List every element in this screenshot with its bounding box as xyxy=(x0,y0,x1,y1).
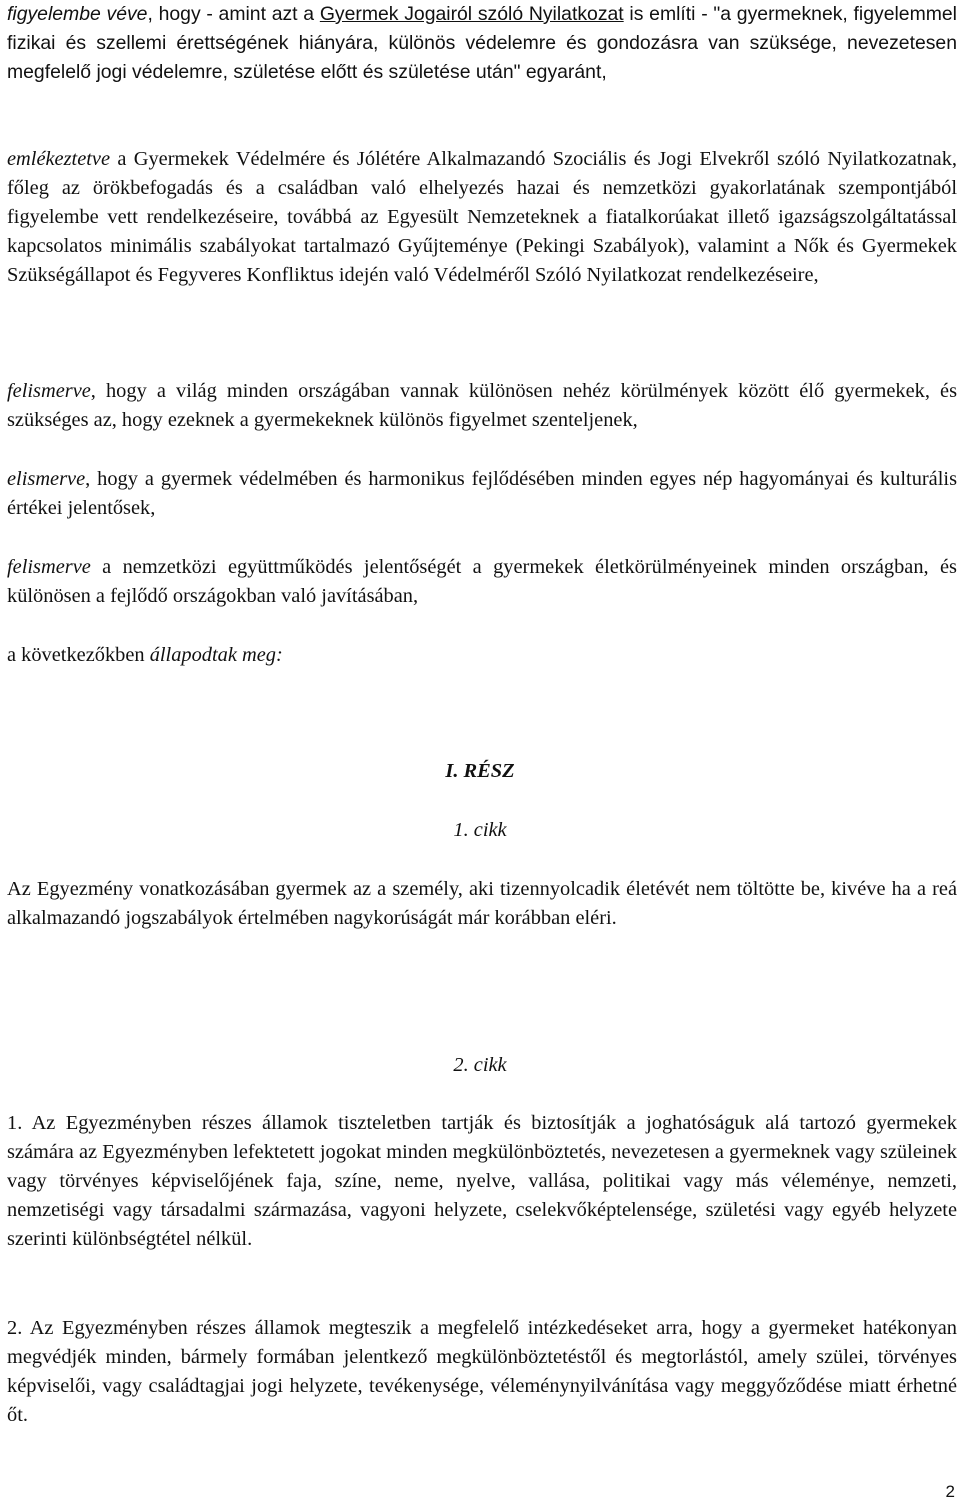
preamble-paragraph-3 xyxy=(7,377,957,435)
article-2-paragraph-2: 2. Az Egyezményben részes államok megteszik a megfelelő intézkedéseket arra, hogy a gyermeket hatékonyan megvédjék minden, bármely formában jelentkező megkülönböztetéstől és megtorlástól, amely szülei, törvényes képviselői, vagy családtagjai jogi helyzete, tevékenysége, véleménynyilvánítása vagy meggyőződése miatt érhetné őt. xyxy=(7,1317,957,1427)
preamble-text: a Gyermekek Védelmére és Jólétére Alkalmazandó Szociális és Jogi Elvekről szóló Nyilatkozatnak, főleg az örökbefogadás és a családban való elhelyezés hazai és nemzetközi gyakorlatának szempontjából figyelembe vett rendelkezéseire, továbbá az Egyesült Nemzeteknek a fiatalkorúakat illető igazságszolgáltatással kapcsolatos minimális szabályokat tartalmazó Gyűjteménye (Pekingi Szabályok), valamint a Nők és Gyermekek Szükségállapot és Fegyveres Konfliktus idején való Védelméről Szóló Nyilatkozat rendelkezéseire, xyxy=(7,148,957,287)
preamble-text: , hogy a világ minden országában vannak különösen nehéz körülmények között élő gyermekek, és szükséges az, hogy ezeknek a gyermekeknek különös figyelmet szenteljenek, xyxy=(7,380,957,432)
article-title: 2. cikk xyxy=(453,1054,507,1076)
part-title: I. RÉSZ xyxy=(445,760,515,782)
page-number: 2 xyxy=(945,1482,955,1501)
agreement-phrase: állapodtak meg: xyxy=(149,644,283,666)
preamble-lead-word: felismerve xyxy=(7,556,91,578)
preamble-lead-word: emlékeztetve xyxy=(7,148,111,170)
preamble-text: , hogy - amint azt a xyxy=(147,3,320,25)
preamble-paragraph-1 xyxy=(7,0,957,87)
article-2-paragraph-1: 1. Az Egyezményben részes államok tiszteletben tartják és biztosítják a joghatóságuk alá tartozó gyermekek számára az Egyezményben lefektetett jogokat minden megkülönböztetés, nevezetesen a gyermeknek vagy szüleinek vagy törvényes képviselőjének faja, színe, neme, nyelve, vallása, politikai vagy más véleménye, nemzeti, nemzetiségi vagy társadalmi származása, vagyoni helyzete, cselekvőképtelensége, születési vagy egyéb helyzete szerinti különbségtétel nélkül. xyxy=(7,1112,957,1251)
preamble-text: , hogy a gyermek védelmében és harmonikus fejlődésében minden egyes nép hagyományai és kulturális értékei jelentősek, xyxy=(7,468,957,520)
preamble-paragraph-5 xyxy=(7,553,957,611)
declaration-link[interactable]: Gyermek Jogairól szóló Nyilatkozat xyxy=(319,3,624,25)
preamble-paragraph-6 xyxy=(7,641,957,670)
article-title: 1. cikk xyxy=(453,819,507,841)
preamble-lead-word: felismerve xyxy=(7,380,91,402)
preamble-lead-word: figyelembe véve xyxy=(7,3,148,25)
preamble-text: a következőkben xyxy=(7,644,150,666)
preamble-paragraph-4 xyxy=(7,465,957,523)
preamble-paragraph-2 xyxy=(7,145,957,290)
article-1-paragraph: Az Egyezmény vonatkozásában gyermek az a személy, aki tizennyolcadik életévét nem töltötte be, kivéve ha a reá alkalmazandó jogszabályok értelmében nagykorúságát már korábban eléri. xyxy=(7,878,957,930)
preamble-lead-word: elismerve xyxy=(7,468,86,490)
preamble-text: is említi - "a gyermeknek, figyelemmel fizikai és szellemi érettségének hiányára, különös védelemre és gondozásra van szüksége, nevezetesen megfelelő jogi védelemre, születése előtt és születése után" egyaránt, xyxy=(7,3,957,84)
preamble-text: a nemzetközi együttműködés jelentőségét a gyermekek életkörülményeinek minden országban, és különösen a fejlődő országokban való javításában, xyxy=(7,556,957,608)
